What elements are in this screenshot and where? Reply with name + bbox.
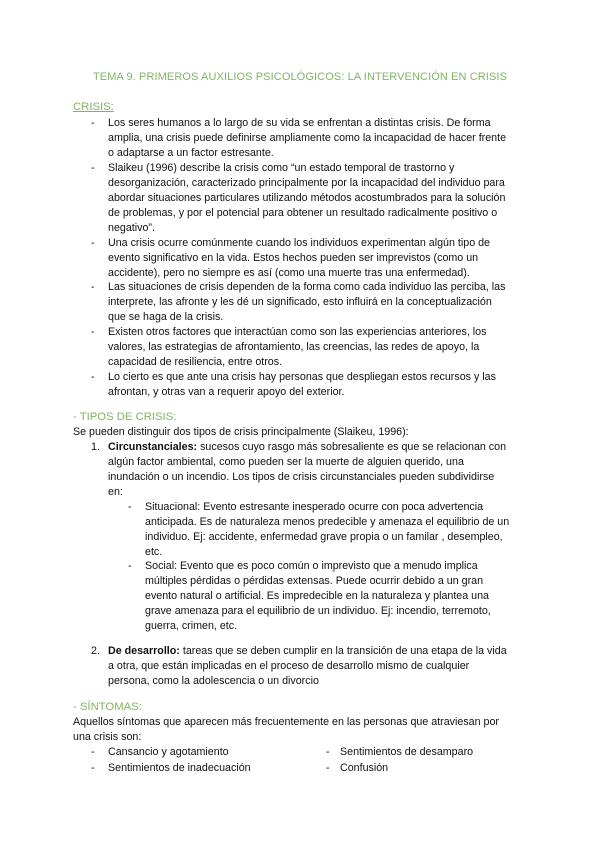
bullet-dash: - [91, 326, 95, 338]
sub-item-1-line-2: anticipada. Es de naturaleza menos predecible y amenaza el equilibrio de un [145, 516, 510, 528]
bullet-dash: - [91, 371, 95, 383]
tipos-item-2-text: tareas que se deben cumplir en la transición de una etapa de la vida [179, 645, 507, 657]
term-desarrollo: De desarrollo: [108, 645, 180, 657]
sintomas-intro-line-1: Aquellos síntomas que aparecen más frecuentemente en las personas que atraviesan por [73, 716, 499, 728]
sintoma-item: Confusión [340, 762, 389, 774]
crisis-item-6-line-2: afrontan, y otras van a requerir apoyo del exterior. [108, 386, 345, 398]
sintomas-heading: - SÍNTOMAS: [73, 701, 142, 713]
document-title: TEMA 9. PRIMEROS AUXILIOS PSICOLÓGICOS: LA INTERVENCIÓN EN CRISIS [92, 71, 507, 83]
bullet-dash: - [326, 746, 330, 758]
sintoma-item: Sentimientos de inadecuación [108, 762, 251, 774]
sub-item-1-line-3: individuo. Ej: accidente, enfermedad grave propia o un familar , desempleo, [145, 531, 503, 543]
crisis-item-3-line-3: accidente), pero no siempre es así (como una muerte tras una enfermedad). [108, 267, 470, 279]
bullet-dash: - [91, 281, 95, 293]
bullet-dash: - [91, 237, 95, 249]
term-circunstanciales: Circunstanciales: [108, 441, 198, 453]
list-number: 1. [91, 441, 100, 453]
sub-item-2-line-2: múltiples pérdidas o pérdidas extensas. Puede ocurrir debido a un gran [145, 575, 484, 587]
crisis-item-5-line-1: Existen otros factores que interactúan como son las experiencias anteriores, los [108, 326, 487, 338]
bullet-dash: - [91, 117, 95, 129]
sub-item-2-line-1: Social: Evento que es poco común o imprevisto que a menudo implica [145, 560, 478, 572]
sintoma-item: Sentimientos de desamparo [340, 746, 474, 758]
sintoma-item: Cansancio y agotamiento [108, 746, 229, 758]
crisis-item-3-line-2: evento significativo en la vida. Estos hechos pueden ser imprevistos (como un [108, 252, 479, 264]
bullet-dash: - [128, 501, 132, 513]
crisis-item-4-line-1: Las situaciones de crisis dependen de la forma como cada individuo las perciba, las [108, 281, 506, 293]
sub-item-1-line-1: Situacional: Evento estresante inesperado ocurre con poca advertencia [145, 501, 484, 513]
bullet-dash: - [128, 560, 132, 572]
sub-item-2-line-4: grave amenaza para el equilibrio de un individuo. Ej: incendio, terremoto, [145, 605, 491, 617]
tipos-item-1-line-3: inundación o un incendio. Los tipos de crisis circunstanciales pueden subdividirse [108, 471, 495, 483]
crisis-item-1-line-1: Los seres humanos a lo largo de su vida se enfrentan a distintas crisis. De forma [108, 117, 491, 129]
sub-item-2-line-3: evento natural o artificial. Es impredecible en la naturaleza y plantea una [145, 590, 489, 602]
crisis-item-5-line-2: valores, las estrategias de afrontamiento, las creencias, las redes de apoyo, la [108, 341, 480, 353]
bullet-dash: - [91, 162, 95, 174]
crisis-item-2-line-3: abordar situaciones particulares utilizando métodos acostumbrados para la solución [108, 192, 506, 204]
tipos-item-1-line-4: en: [108, 486, 123, 498]
sub-item-2-line-5: guerra, crimen, etc. [145, 620, 238, 632]
list-number: 2. [91, 645, 100, 657]
tipos-item-2-line-3: persona, como la adolescencia o un divorcio [108, 675, 319, 687]
crisis-item-1-line-3: o adaptarse a un factor estresante. [108, 147, 274, 159]
crisis-item-4-line-3: que se haga de la crisis. [108, 311, 224, 323]
crisis-item-2-line-4: de problemas, y por el potencial para obtener un resultado radicalmente positivo o [108, 207, 498, 219]
bullet-dash: - [91, 746, 95, 758]
tipos-item-1-line-1 [108, 440, 506, 455]
crisis-item-2-line-1: Slaikeu (1996) describe la crisis como “un estado temporal de trastorno y [108, 162, 455, 174]
bullet-dash: - [326, 762, 330, 774]
tipos-intro: Se pueden distinguir dos tipos de crisis principalmente (Slaikeu, 1996): [73, 426, 409, 438]
crisis-item-2-line-5: negativo”. [108, 222, 155, 234]
tipos-heading: - TIPOS DE CRISIS: [73, 411, 177, 423]
sintomas-intro-line-2: una crisis son: [73, 731, 142, 743]
crisis-item-3-line-1: Una crisis ocurre comúnmente cuando los individuos experimentan algún tipo de [108, 237, 490, 249]
bullet-dash: - [91, 762, 95, 774]
sub-item-1-line-4: etc. [145, 546, 163, 558]
crisis-item-5-line-3: capacidad de resiliencia, entre otros. [108, 356, 283, 368]
tipos-item-1-line-2: algún factor ambiental, como pueden ser la muerte de alguien querido, una [108, 456, 464, 468]
crisis-heading: CRISIS: [73, 101, 114, 113]
tipos-item-1-text: sucesos cuyo rasgo más sobresaliente es que se relacionan con [197, 441, 507, 453]
crisis-item-6-line-1: Lo cierto es que ante una crisis hay personas que despliegan estos recursos y las [108, 371, 496, 383]
crisis-item-2-line-2: desorganización, caracterizado principalmente por la incapacidad del individuo para [108, 177, 505, 189]
tipos-item-2-line-2: a otra, que están implicadas en el proceso de desarrollo mismo de cualquier [108, 660, 470, 672]
tipos-item-2-line-1 [108, 644, 507, 659]
crisis-item-4-line-2: interprete, las afronte y les dé un significado, esto influirá en la conceptualización [108, 296, 492, 308]
crisis-item-1-line-2: amplia, una crisis puede definirse ampliamente como la incapacidad de hacer frente [108, 132, 507, 144]
